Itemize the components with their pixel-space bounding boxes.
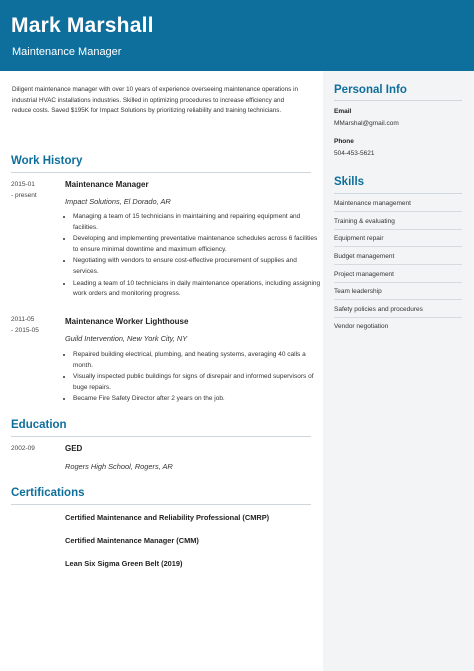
skill-divider: [334, 246, 462, 247]
certification-item: Certified Maintenance and Reliability Professional (CMRP): [65, 513, 270, 522]
skill-divider: [334, 299, 462, 300]
job-company: Guild Intervention, New York City, NY: [65, 334, 188, 343]
work-history-heading: Work History: [11, 155, 83, 167]
phone-value: 504-453-5621: [334, 150, 375, 157]
section-divider: [334, 100, 462, 101]
sidebar: [323, 71, 474, 671]
job-bullets: [63, 350, 323, 406]
education-degree: GED: [65, 444, 83, 453]
section-divider: [334, 193, 462, 194]
job-bullet: • Visually inspected public buildings for signs of disrepair and informed supervisors of buge repairs.: [73, 372, 323, 393]
skill-item: Budget management: [334, 253, 395, 260]
skill-item: Team leadership: [334, 288, 382, 295]
job-bullet: • Repaired building electrical, plumbing, and heating systems, averaging 40 calls a month.: [73, 350, 323, 371]
certification-item: Certified Maintenance Manager (CMM): [65, 536, 199, 545]
skill-item: Training & evaluating: [334, 218, 395, 225]
job-bullet: • Negotiating with vendors to ensure cost-effective procurement of supplies and services.: [73, 256, 323, 277]
education-heading: Education: [11, 419, 67, 431]
email-label: Email: [334, 108, 352, 115]
skill-item: Equipment repair: [334, 235, 384, 242]
certifications-heading: Certifications: [11, 487, 85, 499]
skill-divider: [334, 229, 462, 230]
skill-divider: [334, 211, 462, 212]
job-bullet: • Developing and implementing preventative maintenance schedules across 6 facilities to ensure minimal downtime and maximum efficiency.: [73, 234, 323, 255]
personal-info-heading: Personal Info: [334, 84, 407, 96]
phone-label: Phone: [334, 138, 354, 145]
job-date-start: 2015-01: [11, 181, 35, 188]
certification-item: Lean Six Sigma Green Belt (2019): [65, 559, 183, 568]
skill-divider: [334, 317, 462, 318]
resume-header: [0, 0, 474, 71]
job-date: [11, 314, 56, 336]
job-bullet: • Leading a team of 10 technicians in daily maintenance operations, including assigning work orders and monitoring progress.: [73, 279, 323, 300]
job-company: Impact Solutions, El Dorado, AR: [65, 197, 171, 206]
job-bullet: • Became Fire Safety Director after 2 years on the job.: [73, 394, 323, 405]
education-school: Rogers High School, Rogers, AR: [65, 462, 173, 471]
job-bullet: • Managing a team of 15 technicians in maintaining and repairing equipment and facilities.: [73, 212, 323, 233]
section-divider: [11, 504, 311, 505]
job-bullets: [63, 212, 323, 301]
job-title: Maintenance Worker Lighthouse: [65, 317, 189, 326]
skills-heading: Skills: [334, 176, 365, 188]
skill-item: Vendor negotiation: [334, 323, 389, 330]
email-value: MMarshal@gmail.com: [334, 120, 399, 127]
skill-divider: [334, 264, 462, 265]
summary-text: Diligent maintenance manager with over 10 years of experience overseeing maintenance operations in industrial HVAC installations industries. Skilled in optimizing procedures to increase efficiency and reduce costs. Saved $195K for Impact Solutions by prioritizing reliability and training technicians.: [12, 86, 298, 115]
education-date: 2002-09: [11, 445, 35, 452]
skill-item: Safety policies and procedures: [334, 306, 423, 313]
job-title: Maintenance Manager: [65, 180, 149, 189]
skill-item: Project management: [334, 271, 394, 278]
job-date: [11, 179, 56, 201]
job-date-end: - 2015-05: [11, 327, 39, 334]
section-divider: [11, 172, 311, 173]
section-divider: [11, 436, 311, 437]
candidate-title: Maintenance Manager: [12, 46, 122, 58]
job-date-start: 2011-05: [11, 316, 35, 323]
job-date-end: - present: [11, 192, 37, 199]
skill-item: Maintenance management: [334, 200, 411, 207]
candidate-name: Mark Marshall: [11, 14, 154, 37]
skill-divider: [334, 282, 462, 283]
